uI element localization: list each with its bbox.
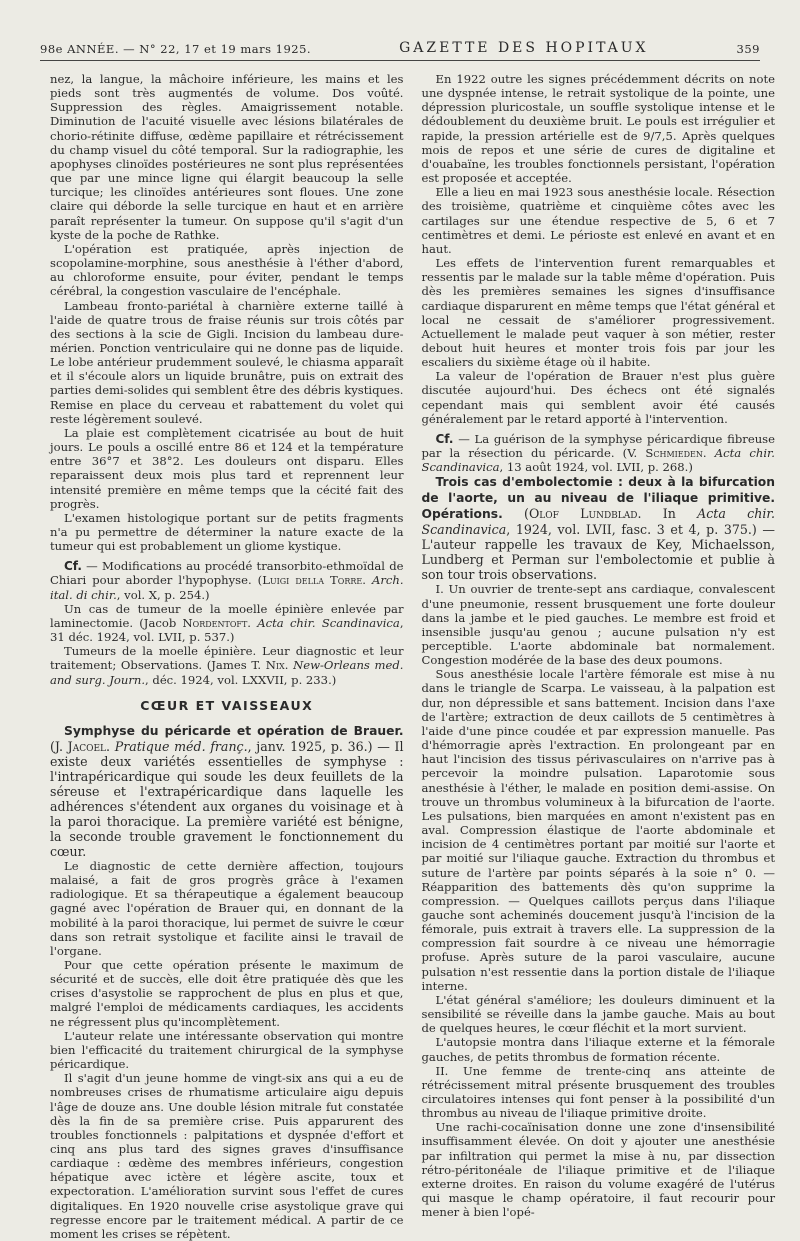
journal-title: GAZETTE DES HOPITAUX bbox=[399, 40, 649, 56]
article-text: , 1924, vol. LVII, fasc. 3 et 4, p. 375.) — L'auteur rappelle les travaux de Key, Michaelsson, Lundberg et Perman sur l'embolectomie et publie à son tour trois observations. bbox=[421, 522, 775, 583]
page-number: 359 bbox=[736, 42, 760, 56]
cf-ref: , 31 déc. 1924, vol. LVII, p. 537.) bbox=[50, 615, 404, 645]
paragraph: Il s'agit d'un jeune homme de vingt-six ans qui a eu de nombreuses crises de rhumatisme articulaire aigu depuis l'âge de douze ans. Une double lésion mitrale fut constatée dès la fin de sa première crise. Puis apparurent des troubles fonctionnels : palpitations et dyspnée d'effort et cinq ans plus tard des signes graves d'insuffisance cardiaque : œdème des membres inférieurs, congestion hépatique avec ictère et légère ascite, toux et expectoration. L'amélioration survint sous l'effet de cures digitaliques. En 1920 nouvelle crise asystolique grave qui regresse encore par le traitement médical. A partir de ce moment les crises se répètent. bbox=[50, 1071, 404, 1241]
article-text: , janv. 1925, p. 36.) — Il existe deux variétés essentielles de symphyse : l'intrapéricardique qui soude les deux feuillets de la séreuse et l'extrapéricardique dans laquelle les adhérences s'étendent aux organes du voisinage et à la paroi thoracique. La première variété est bénigne, la seconde trouble gravement le fonctionnement du cœur. bbox=[50, 738, 404, 859]
paragraph: nez, la langue, la mâchoire inférieure, les mains et les pieds sont très augmentés de volume. Dos voûté. Suppression des règles. Amaigrissement notable. Diminution de l'acuité visuelle avec lésions bilatérales de chorio-rétinite diffuse, œdème papillaire et rétrécissement du champ visuel du côté temporal. Sur la radiographie, les apophyses clinoïdes postérieures ne sont plus représentées que par une mince ligne qui élargit beaucoup la selle turcique; les clinoïdes antérieures sont floues. Une zone claire qui déborde la selle turcique en haut et en arrière paraît représenter la tumeur. On suppose qu'il s'agit d'un kyste de la poche de Rathke. bbox=[50, 72, 404, 242]
cf-author: Schmieden bbox=[645, 446, 703, 461]
article-title: Trois cas d'embolectomie : deux à la bifurcation de l'aorte, un au niveau de l'iliaque primitive. Opérations. bbox=[421, 475, 775, 522]
paragraph: La valeur de l'opération de Brauer n'est plus guère discutée aujourd'hui. Des échecs ont été signalés cependant mais qui semblent avoir été causés généralement par le retard apporté à l'intervention. bbox=[421, 369, 775, 426]
article-journal: Pratique méd. franç. bbox=[114, 738, 248, 754]
paragraph: Lambeau fronto-pariétal à charnière externe taillé à l'aide de quatre trous de fraise réunis sur trois côtés par des sections à la scie de Gigli. Incision du lambeau dure-mérien. Ponction ventriculaire qui ne donne pas de liquide. Le lobe antérieur prudemment soulevé, le chiasma apparaît et il s'écoule alors un liquide brunâtre, puis on extrait des parties demi-solides qui semblent être des débris kystiques. Remise en place du cerveau et rabattement du volet qui reste légèrement soulevé. bbox=[50, 298, 404, 426]
cf-author: Nix bbox=[265, 658, 285, 673]
paragraph: Le diagnostic de cette dernière affection, toujours malaisé, a fait de gros progrès grâce à l'examen radiologique. Et sa thérapeutique a également beaucoup gagné avec l'opération de Brauer qui, en donnant de la mobilité à la paroi thoracique, lui permet de suivre le cœur dans son retrait systolique et facilite ainsi le travail de l'organe. bbox=[50, 858, 404, 958]
cf-sep: . bbox=[247, 615, 258, 630]
cf-journal: Arch. ital. di chir. bbox=[50, 573, 404, 602]
paragraph: Une rachi-cocaïnisation donne une zone d'insensibilité insuffisamment élevée. On doit y ajouter une anesthésie par infiltration qui permet la mise à nu, par dissection rétro-péritonéale de l'iliaque primitive et de l'iliaque externe droites. En raison du volume exagéré de l'utérus qui masque le champ opératoire, il faut recourir pour mener à bien l'opé- bbox=[421, 1120, 775, 1220]
article-intro bbox=[50, 723, 404, 859]
cf-mark: Cf. bbox=[435, 431, 454, 446]
cf-journal: New-Orleans med. and surg. Journ. bbox=[50, 658, 404, 687]
article-author: (Olof Lundblad. bbox=[524, 506, 642, 522]
cf-text: — Modifications au procédé transorbito-ethmoïdal de Chiari pour aborder l'hypophyse. ( bbox=[50, 559, 404, 588]
cf-ref: , déc. 1924, vol. LXXVII, p. 233.) bbox=[145, 672, 337, 687]
article-journal: Acta chir. Scandinavica bbox=[421, 506, 775, 538]
article-in: In bbox=[641, 506, 698, 522]
cf-reference bbox=[422, 432, 776, 474]
article-intro bbox=[422, 474, 776, 582]
cf-text: Un cas de tumeur de la moelle épinière enlevée par laminectomie. (Jacob bbox=[50, 601, 404, 630]
paragraph: L'état général s'améliore; les douleurs diminuent et la sensibilité se réveille dans la jambe gauche. Mais au bout de quelques heures, le cœur fléchit et la mort survient. bbox=[421, 992, 775, 1036]
cf-reference bbox=[50, 644, 404, 686]
paragraph: II. Une femme de trente-cinq ans atteinte de rétrécissement mitral présente brusquement des troubles circulatoires intenses qui font penser à la possibilité d'un thrombus au niveau de l'iliaque primitive droite. bbox=[421, 1063, 775, 1121]
cf-mark: Cf. bbox=[64, 559, 82, 574]
paragraph: Les effets de l'intervention furent remarquables et ressentis par le malade sur la table même d'opération. Puis dès les premières semaines les signes d'insuffisance cardiaque disparurent en même temps que l'état général et local ne cessait de s'améliorer progressivement. Actuellement le malade peut vaquer à son métier, rester debout huit heures et monter trois fois par jour les escaliers du sixième étage où il habite. bbox=[421, 256, 775, 370]
cf-sep: . bbox=[702, 446, 715, 461]
paragraph: L'opération est pratiquée, après injection de scopolamine-morphine, sous anesthésie à l'éther d'abord, au chloroforme ensuite, pour éviter, pendant le temps cérébral, la congestion vasculaire de l'encéphale. bbox=[50, 241, 404, 299]
cf-text: — La guérison de la symphyse péricardique fibreuse par la résection du péricarde. (V. bbox=[421, 431, 775, 461]
paragraph: Elle a lieu en mai 1923 sous anesthésie locale. Résection des troisième, quatrième et cinquième côtes avec les cartilages sur une étendue respective de 5, 6 et 7 centimètres et demi. Le périoste est enlevé en avant et en haut. bbox=[421, 185, 775, 256]
issue-info: 98e ANNÉE. — N° 22, 17 et 19 mars 1925. bbox=[40, 42, 312, 56]
cf-reference bbox=[50, 559, 404, 601]
article-title: Symphyse du péricarde et opération de Brauer. bbox=[64, 723, 404, 738]
cf-journal: Acta chir. Scandinavica bbox=[257, 615, 400, 630]
cf-author: Luigi della Torre bbox=[262, 573, 363, 588]
right-column bbox=[421, 72, 776, 1220]
cf-ref: , vol. X, p. 254.) bbox=[116, 587, 210, 602]
paragraph: En 1922 outre les signes précédemment décrits on note une dyspnée intense, le retrait systolique de la pointe, une dépression pluricostale, un souffle systolique intense et le dédoublement du deuxième bruit. Le pouls est irrégulier et rapide, la pression artérielle est de 9/7,5. Après quelques mois de repos et une série de cures de digitaline et d'ouabaïne, les troubles fonctionnels persistant, l'opération est proposée et acceptée. bbox=[421, 72, 775, 186]
paragraph: L'examen histologique portant sur de petits fragments n'a pu permettre de déterminer la nature exacte de la tumeur qui est probablement un gliome kystique. bbox=[50, 510, 404, 554]
cf-text: Tumeurs de la moelle épinière. Leur diagnostic et leur traitement; Observations. (James T. bbox=[50, 644, 404, 673]
cf-sep: . bbox=[284, 658, 294, 673]
paragraph: Pour que cette opération présente le maximum de sécurité et de succès, elle doit être pratiquée dès que les crises d'asystolie se rapprochent de plus en plus et que, malgré l'emploi de médicaments cardiaques, les accidents ne régressent plus qu'incomplètement. bbox=[50, 957, 404, 1029]
text-columns bbox=[50, 72, 775, 1241]
cf-ref: , 13 août 1924, vol. LVII, p. 268.) bbox=[499, 460, 693, 475]
paragraph: L'autopsie montra dans l'iliaque externe et la fémorale gauches, de petits thrombus de formation récente. bbox=[421, 1035, 775, 1064]
paragraph: Sous anesthésie locale l'artère fémorale est mise à nu dans le triangle de Scarpa. Le vaisseau, à la palpation est dur, non dépressible et sans battement. Incision dans l'axe de l'artère; extraction de deux caillots de 5 centimètres à l'aide d'une pince coudée et par expression manuelle. Pas d'hémorragie après l'extraction. En prolongeant par en haut l'incision des tissus périvasculaires on n'arrive pas à percevoir la moindre pulsation. Laparotomie sous anesthésie à l'éther, le malade en position demi-assise. On trouve un thrombus volumineux à la bifurcation de l'aorte. Les pulsations, bien marquées en amont n'existent pas en aval. Compression élastique de l'aorte abdominale et incision de 4 centimètres portant par moitié sur l'aorte et par moitié sur l'iliaque gauche. Extraction du thrombus et suture de l'artère par points séparés à la soie n° 0. — Réapparition des battements dès qu'on supprime la compression. — Quelques caillots perçus dans l'iliaque gauche sont acheminés doucement jusqu'à l'incision de la fémorale, puis extrait à travers elle. La suppression de la compression fait sourdre à ce niveau une hémorragie profuse. Après suture de la paroi vasculaire, aucune pulsation n'est ressentie dans la portion distale de l'iliaque interne. bbox=[421, 667, 775, 993]
page-header bbox=[40, 26, 760, 56]
paragraph: I. Un ouvrier de trente-sept ans cardiaque, convalescent d'une pneumonie, ressent brusquement une forte douleur dans la jambe et le pied gauches. Le membre est froid et insensible jusqu'au genou ; aucune pulsation n'y est perceptible. L'aorte abdominale bat normalement. Congestion modérée de la base des deux poumons. bbox=[421, 582, 775, 668]
cf-reference bbox=[50, 602, 404, 644]
article-author: (J. Jacoel. bbox=[50, 738, 111, 754]
cf-journal: Acta chir. Scandinavica bbox=[421, 446, 775, 475]
cf-sep: . bbox=[362, 573, 372, 588]
paragraph: L'auteur relate une intéressante observation qui montre bien l'efficacité du traitement chirurgical de la symphyse péricardique. bbox=[50, 1028, 404, 1072]
section-heading: CŒUR ET VAISSEAUX bbox=[140, 697, 314, 713]
header-rule bbox=[40, 60, 760, 61]
paragraph: La plaie est complètement cicatrisée au bout de huit jours. Le pouls a oscillé entre 86 et 124 et la température entre 36°7 et 38°2. Les douleurs ont disparu. Elles reparaissent deux mois plus tard et reprennent leur intensité première en même temps que la cécité fait des progrès. bbox=[50, 425, 404, 511]
cf-author: Nordentoft bbox=[182, 615, 248, 630]
left-column bbox=[50, 72, 404, 1241]
